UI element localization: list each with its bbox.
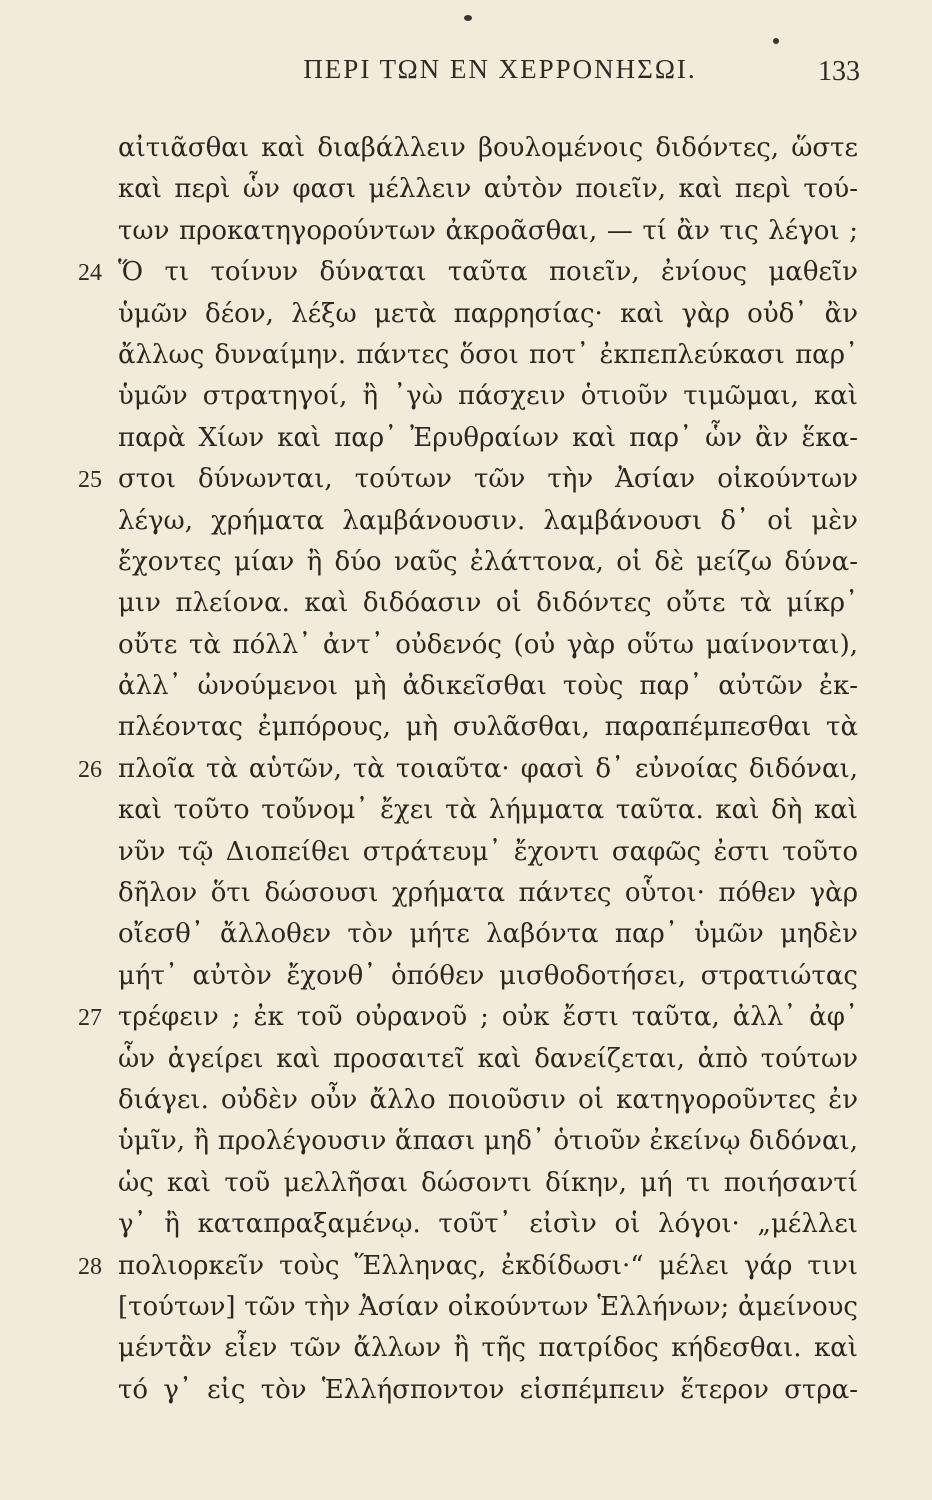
text-line: τό γ᾿ εἰς τὸν Ἑλλήσποντον εἰσπέμπειν ἕτερον στρα-: [118, 1374, 858, 1405]
text-line: μήτ᾿ αὐτὸν ἔχονθ᾿ ὁπόθεν μισθοδοτήσει, στρατιώτας: [118, 960, 858, 991]
text-line: ἀλλ᾿ ὠνούμενοι μὴ ἀδικεῖσθαι τοὺς παρ᾿ αὐτῶν ἐκ-: [118, 671, 858, 702]
ink-speck: [773, 38, 779, 44]
text-line: οἴεσθ᾿ ἄλλοθεν τὸν μήτε λαβόντα παρ᾿ ὑμῶν μηδὲν: [118, 919, 858, 950]
text-line: ὡς καὶ τοῦ μελλῆσαι δώσοντι δίκην, μή τι ποιήσαντί: [118, 1167, 858, 1198]
text-line: ὑμῖν, ἢ προλέγουσιν ἅπασι μηδ᾿ ὁτιοῦν ἐκείνῳ διδόναι,: [118, 1126, 858, 1157]
text-line: Ὅ τι τοίνυν δύναται ταῦτα ποιεῖν, ἐνίους μαθεῖν: [118, 257, 858, 288]
text-line: γ᾿ ἢ καταπραξαμένῳ. τοῦτ᾿ εἰσὶν οἱ λόγοι· „μέλλει: [118, 1209, 858, 1240]
text-line: οὔτε τὰ πόλλ᾿ ἀντ᾿ οὐδενός (οὐ γὰρ οὕτω μαίνονται),: [118, 629, 858, 660]
section-number: 25: [78, 467, 102, 494]
running-title: ΠΕΡΙ ΤΩΝ ΕΝ ΧΕΡΡΟΝΗΣΩΙ.: [303, 54, 697, 84]
page-number: 133: [818, 56, 860, 87]
text-line: παρὰ Χίων καὶ παρ᾿ Ἐρυθραίων καὶ παρ᾿ ὧν ἂν ἕκα-: [118, 422, 858, 453]
text-line: λέγω, χρήματα λαμβάνουσιν. λαμβάνουσι δ᾿ οἱ μὲν: [118, 505, 858, 536]
section-number: 26: [78, 757, 102, 783]
text-line: πολιορκεῖν τοὺς Ἕλληνας, ἐκδίδωσι·“ μέλει γάρ τινι: [118, 1250, 858, 1281]
text-line: μιν πλείονα. καὶ διδόασιν οἱ διδόντες οὔτε τὰ μίκρ᾿: [118, 588, 858, 619]
text-line: ὑμῶν δέον, λέξω μετὰ παρρησίας· καὶ γὰρ οὐδ᾿ ἂν: [118, 298, 858, 329]
text-line: πλοῖα τὰ αὑτῶν, τὰ τοιαῦτα· φασὶ δ᾿ εὐνοίας διδόναι,: [118, 753, 858, 784]
text-line: ὑμῶν στρατηγοί, ἢ ᾿γὼ πάσχειν ὁτιοῦν τιμῶμαι, καὶ: [118, 381, 858, 412]
text-line: καὶ περὶ ὧν φασι μέλλειν αὐτὸν ποιεῖν, καὶ περὶ τού-: [118, 174, 858, 205]
text-line: [τούτων] τῶν τὴν Ἀσίαν οἰκούντων Ἑλλήνων; ἀμείνους: [118, 1291, 858, 1322]
section-number: 27: [78, 1005, 102, 1032]
body-text: [118, 128, 858, 1411]
text-line: αἰτιᾶσθαι καὶ διαβάλλειν βουλομένοις διδόντες, ὥστε: [118, 133, 858, 163]
ink-speck: [464, 15, 472, 21]
text-line: στοι δύνωνται, τούτων τῶν τὴν Ἀσίαν οἰκούντων: [118, 464, 858, 495]
text-line: διάγει. οὐδὲν οὖν ἄλλο ποιοῦσιν οἱ κατηγοροῦντες ἐν: [118, 1084, 858, 1115]
text-line: τρέφειν ; ἐκ τοῦ οὐρανοῦ ; οὐκ ἔστι ταῦτα, ἀλλ᾿ ἀφ᾿: [118, 1002, 858, 1033]
text-line: μέντἂν εἶεν τῶν ἄλλων ἢ τῆς πατρίδος κήδεσθαι. καὶ: [118, 1333, 858, 1364]
text-line: δῆλον ὅτι δώσουσι χρήματα πάντες οὗτοι· πόθεν γὰρ: [118, 878, 858, 909]
text-line: ἔχοντες μίαν ἢ δύο ναῦς ἐλάττονα, οἱ δὲ μείζω δύνα-: [118, 546, 858, 577]
text-line: ἄλλως δυναίμην. πάντες ὅσοι ποτ᾿ ἐκπεπλεύκασι παρ᾿: [118, 339, 858, 370]
section-number: 24: [78, 260, 102, 287]
section-number: 28: [78, 1253, 102, 1280]
text-line: ὧν ἀγείρει καὶ προσαιτεῖ καὶ δανείζεται, ἀπὸ τούτων: [118, 1043, 858, 1074]
text-line: καὶ τοῦτο τοὔνομ᾿ ἔχει τὰ λήμματα ταῦτα. καὶ δὴ καὶ: [118, 795, 858, 826]
text-line: πλέοντας ἐμπόρους, μὴ συλᾶσθαι, παραπέμπεσθαι τὰ: [118, 712, 858, 743]
text-line: των προκατηγορούντων ἀκροᾶσθαι, — τί ἂν τις λέγοι ;: [118, 215, 858, 246]
text-line: νῦν τῷ Διοπείθει στράτευμ᾿ ἔχοντι σαφῶς ἐστι τοῦτο: [118, 836, 858, 867]
